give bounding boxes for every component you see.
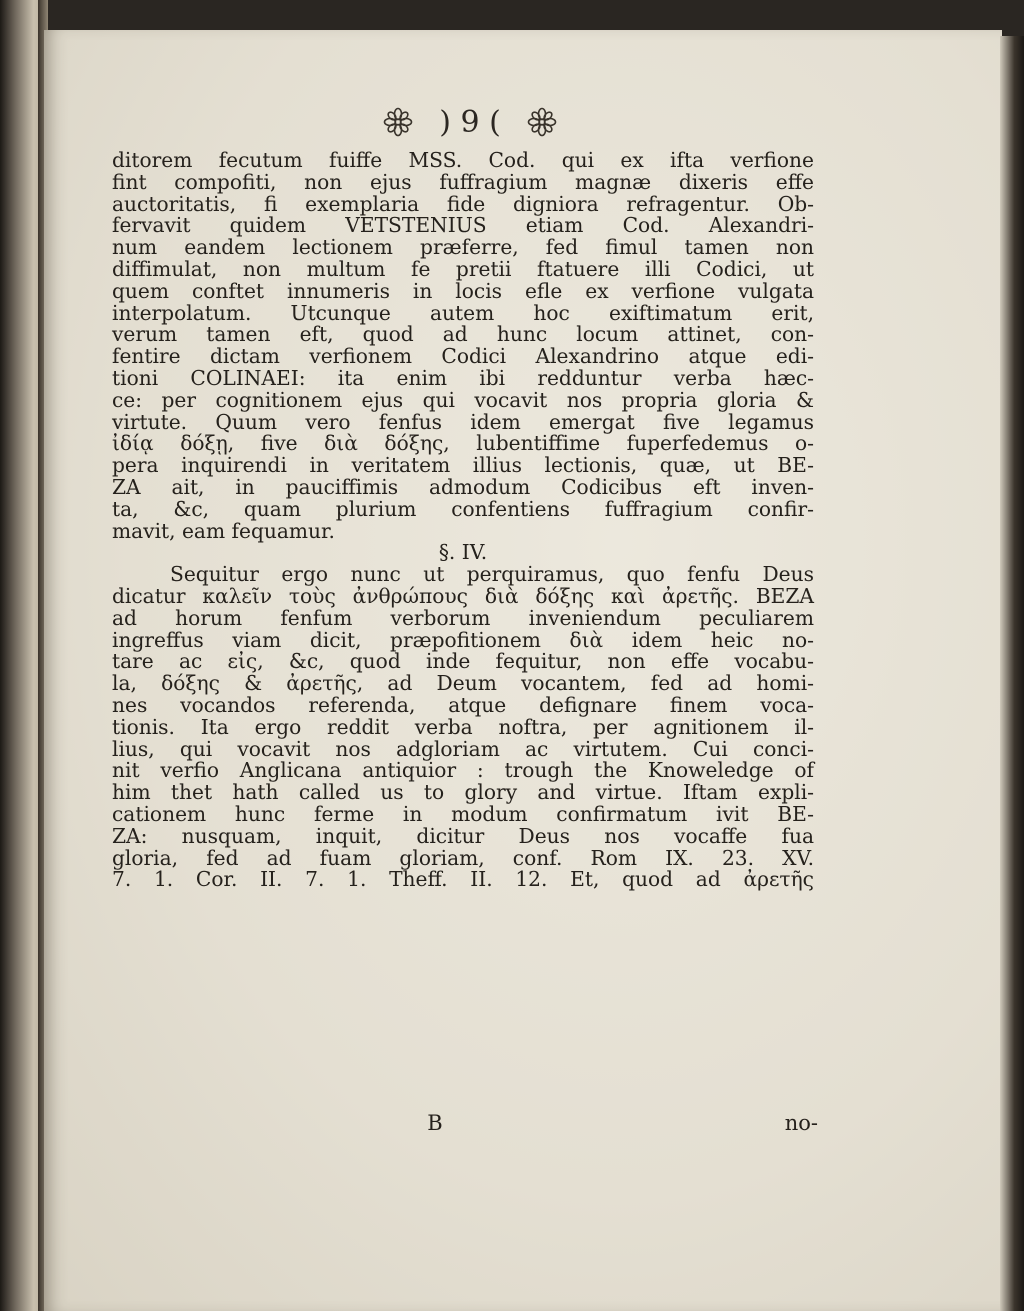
text-line: auctoritatis, fi exemplaria fide digniora refragentur. Ob-: [112, 191, 814, 216]
text-line: 7. 1. Cor. II. 7. 1. Theff. II. 12. Et, quod ad ἀρετῆς: [112, 867, 814, 892]
text-line: verum tamen eft, quod ad hunc locum attinet, con-: [112, 322, 814, 347]
text-line: ἰδίᾳ δόξῃ, five διὰ δόξης, lubentiffime fuperfedemus o-: [112, 431, 814, 456]
text-line: la, δόξης & ἀρετῆς, ad Deum vocantem, fed ad homi-: [112, 671, 814, 696]
text-line: quem conftet innumeris in locis efle ex verfione vulgata: [112, 278, 814, 303]
text-line: virtute. Quum vero fenfus idem emergat five legamus: [112, 409, 814, 434]
text-line: him thet hath called us to glory and virtue. Iftam expli-: [112, 780, 814, 805]
text-line: fint compofiti, non ejus fuffragium magnæ dixeris effe: [112, 169, 814, 194]
text-line: num eandem lectionem præferre, fed fimul tamen non: [112, 235, 814, 260]
text-line: ZA: nusquam, inquit, dicitur Deus nos vocaffe fua: [112, 823, 814, 848]
text-line: fervavit quidem VETSTENIUS etiam Cod. Alexandri-: [112, 213, 814, 238]
text-line: diffimulat, non multum fe pretii ftatuere illi Codici, ut: [112, 256, 814, 281]
text-line: nit verfio Anglicana antiquior : trough the Knoweledge of: [112, 758, 814, 783]
body-text: [112, 150, 814, 891]
text-line: ingreffus viam dicit, præpofitionem διὰ idem heic no-: [112, 627, 814, 652]
text-line: tioni COLINAEI: ita enim ibi redduntur verba hæc-: [112, 365, 814, 390]
text-line: ZA ait, in pauciffimis admodum Codicibus eft inven-: [112, 474, 814, 499]
flower-ornament-right-icon: [527, 107, 557, 137]
text-line: ta, &c, quam plurium confentiens fuffragium confir-: [112, 496, 814, 521]
text-line: fentire dictam verfionem Codici Alexandrino atque edi-: [112, 344, 814, 369]
previous-page-edge: [0, 0, 42, 1311]
text-line: cationem hunc ferme in modum confirmatum ivit BE-: [112, 801, 814, 826]
text-line: ad horum fenfum verborum inveniendum peculiarem: [112, 605, 814, 630]
text-line: ditorem fecutum fuiffe MSS. Cod. qui ex ifta verfione: [112, 148, 814, 172]
flower-ornament-left-icon: [383, 107, 413, 137]
text-line: dicatur καλεῖν τοὺς ἀνθρώπους διὰ δόξης καὶ ἀρετῆς. BEZA: [112, 583, 814, 608]
text-line: Sequitur ergo nunc ut perquiramus, quo fenfu Deus: [170, 562, 814, 587]
text-line: gloria, fed ad fuam gloriam, conf. Rom IX. 23. XV.: [112, 845, 814, 870]
text-line: pera inquirendi in veritatem illius lectionis, quæ, ut BE-: [112, 453, 814, 478]
text-line: ce: per cognitionem ejus qui vocavit nos propria gloria &: [112, 387, 814, 412]
page-number: ) 9 (: [439, 104, 501, 140]
catchword: no-: [784, 1111, 818, 1135]
text-line: tare ac εἰς, &c, quod inde fequitur, non effe vocabu-: [112, 649, 814, 674]
text-line: lius, qui vocavit nos adgloriam ac virtutem. Cui conci-: [112, 736, 814, 761]
running-header: [300, 100, 640, 144]
section-heading: §. IV.: [438, 540, 488, 565]
page-edge-right: [1000, 36, 1024, 1311]
signature-mark: B: [427, 1111, 443, 1135]
text-line: mavit, eam fequamur.: [112, 518, 335, 543]
text-line: tionis. Ita ergo reddit verba noftra, per agnitionem il-: [112, 714, 814, 739]
text-line: interpolatum. Utcunque autem hoc exiftimatum erit,: [112, 300, 814, 325]
text-line: nes vocandos referenda, atque defignare finem voca-: [112, 692, 814, 717]
